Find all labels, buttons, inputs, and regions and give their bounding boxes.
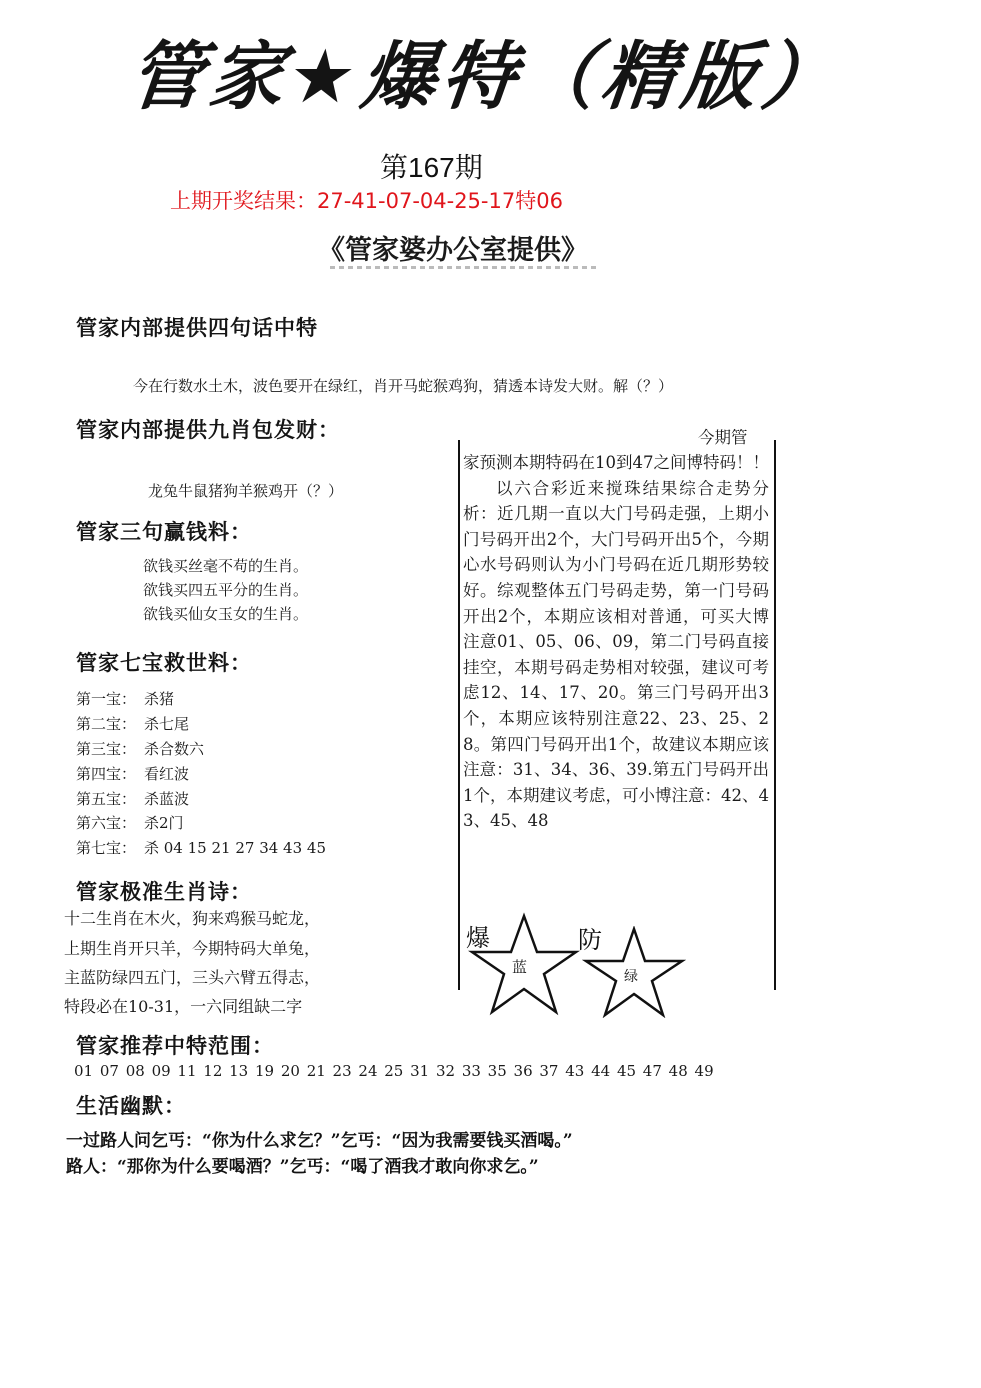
nine-zodiac-heading: 管家内部提供九肖包发财： xyxy=(76,418,340,442)
treasure-value: 杀合数六 xyxy=(144,740,205,758)
last-result: 上期开奖结果：27-41-07-04-25-17特06 xyxy=(170,189,563,213)
poem-heading: 管家极准生肖诗： xyxy=(76,880,252,904)
box-right-border xyxy=(774,440,776,990)
treasure-label: 第四宝： xyxy=(76,765,137,783)
treasure-row xyxy=(76,788,189,809)
blue-star-label: 蓝 xyxy=(512,958,528,976)
humor-heading: 生活幽默： xyxy=(76,1094,186,1118)
guard-label: 防 xyxy=(578,926,602,954)
seven-treasures-heading: 管家七宝救世料： xyxy=(76,651,252,675)
box-left-border xyxy=(458,440,460,990)
poem-line: 十二生肖在木火，狗来鸡猴马蛇龙， xyxy=(64,909,321,928)
treasure-row xyxy=(76,812,184,833)
nine-zodiac-text: 龙兔牛鼠猪狗羊猴鸡开（？） xyxy=(148,482,344,500)
analysis-intro: 家预测本期特码在10到47之间博特码！！ xyxy=(463,453,769,472)
treasure-row xyxy=(76,837,326,858)
treasure-row xyxy=(76,738,204,759)
poem-line: 特段必在10-31，一六同组缺二字 xyxy=(64,997,303,1016)
treasure-value: 看红波 xyxy=(144,765,190,783)
treasure-value: 杀2门 xyxy=(144,814,184,832)
treasure-row xyxy=(76,763,189,784)
provider-line: 《管家婆办公室提供》 xyxy=(318,235,588,266)
boom-label: 爆 xyxy=(466,924,490,952)
treasure-value: 杀蓝波 xyxy=(144,790,190,808)
three-lines-item: 欲钱买仙女玉女的生肖。 xyxy=(143,605,309,623)
analysis-body: 以六合彩近来搅珠结果综合走势分析：近几期一直以大门号码走强，上期小门号码开出2个，大门号码开出5个，今期心水号码则认为小门号码在近几期形势较好。综观整体五门号码走势，第一门号码开出2个，本期应该相对普通，可买大博注意01、05、06、09，第二门号码直接挂空，本期号码走势相对较强，建议可考虑12、14、17、20。第三门号码开出3个，本期应该特别注意22、23、25、28。第四门号码开出1个，故建议本期应该注意：31、34、36、39.第五门号码开出1个，本期建议考虑，可小博注意：42、43、45、48 xyxy=(463,478,769,831)
poem-line: 上期生肖开只羊，今期特码大单兔， xyxy=(64,939,321,958)
treasure-value: 杀 04 15 21 27 34 43 45 xyxy=(144,839,326,857)
treasure-label: 第七宝： xyxy=(76,839,137,857)
treasure-label: 第三宝： xyxy=(76,740,137,758)
range-heading: 管家推荐中特范围： xyxy=(76,1034,274,1058)
three-lines-item: 欲钱买四五平分的生肖。 xyxy=(143,581,309,599)
treasure-row xyxy=(76,688,174,709)
three-lines-item: 欲钱买丝毫不苟的生肖。 xyxy=(143,557,309,575)
four-lines-heading: 管家内部提供四句话中特 xyxy=(76,316,318,340)
four-lines-text: 今在行数水土木，波色要开在绿红，肖开马蛇猴鸡狗，猜透本诗发大财。解（？） xyxy=(133,377,674,395)
humor-line: 路人：“那你为什么要喝酒？”乞丐：“喝了酒我才敢向你求乞。” xyxy=(66,1157,539,1177)
treasure-label: 第六宝： xyxy=(76,814,137,832)
green-star-label: 绿 xyxy=(624,969,638,985)
treasure-label: 第五宝： xyxy=(76,790,137,808)
analysis-text xyxy=(463,450,769,834)
treasure-label: 第一宝： xyxy=(76,690,137,708)
treasure-label: 第二宝： xyxy=(76,715,137,733)
page-title: 管家★爆特（精版） xyxy=(124,34,847,120)
treasure-value: 杀七尾 xyxy=(144,715,190,733)
treasure-row xyxy=(76,713,189,734)
treasure-value: 杀猪 xyxy=(144,690,175,708)
poem-line: 主蓝防绿四五门，三头六臂五得志， xyxy=(64,968,321,987)
three-lines-heading: 管家三句赢钱料： xyxy=(76,520,252,544)
analysis-intro-top: 今期管 xyxy=(698,428,748,447)
humor-line: 一过路人问乞丐：“你为什么求乞？”乞丐：“因为我需要钱买酒喝。” xyxy=(66,1131,573,1151)
issue-number: 第167期 xyxy=(380,152,483,183)
range-numbers: 01 07 08 09 11 12 13 19 20 21 23 24 25 31 32 33 35 36 37 43 44 45 47 48 49 xyxy=(74,1062,714,1080)
provider-underline xyxy=(330,266,600,269)
